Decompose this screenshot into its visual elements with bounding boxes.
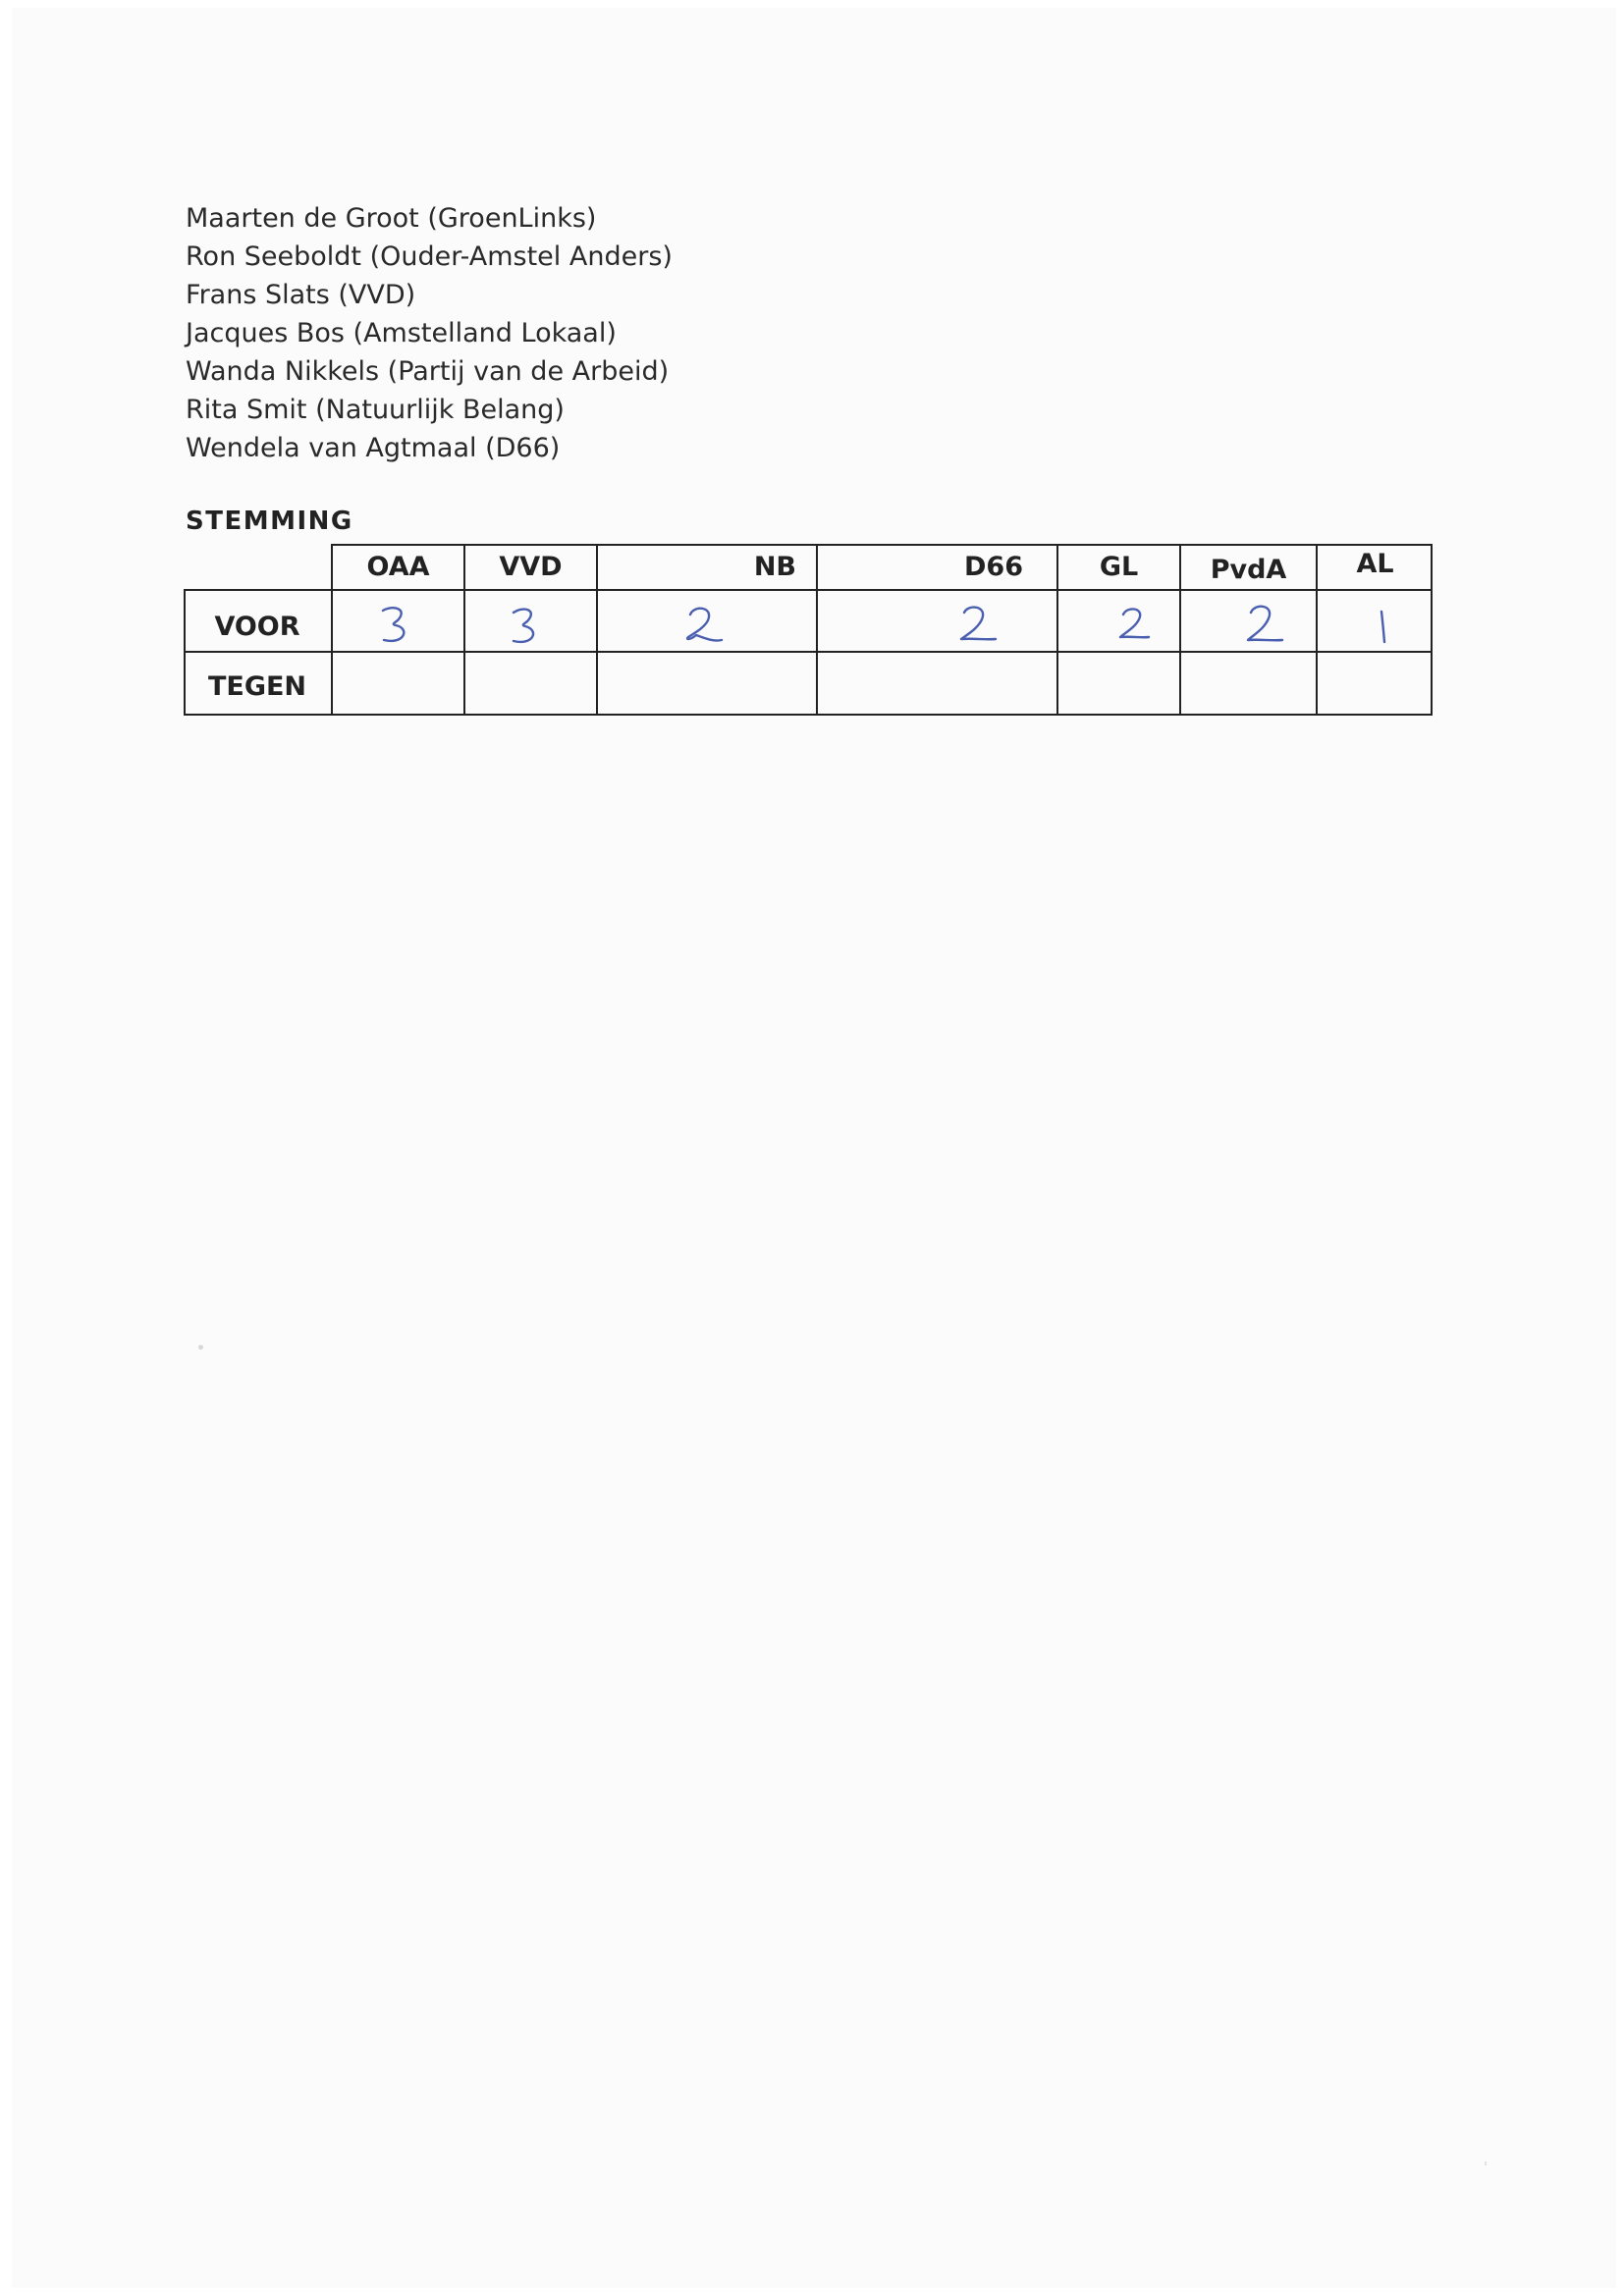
vote-table: [184, 544, 1433, 716]
column-header-nb: NB: [753, 552, 796, 582]
column-header-vvd: VVD: [499, 552, 563, 582]
row-label-tegen: TEGEN: [207, 671, 307, 702]
row-label-voor: VOOR: [214, 612, 300, 642]
vote-voor-nb: [675, 601, 733, 652]
vote-voor-vvd: [494, 601, 553, 652]
member-item: Jacques Bos (Amstelland Lokaal): [186, 318, 617, 348]
member-item: Maarten de Groot (GroenLinks): [186, 203, 597, 234]
stemming-title: STEMMING: [186, 507, 353, 536]
member-item: Frans Slats (VVD): [186, 280, 416, 310]
scan-speck: [1485, 2162, 1487, 2165]
column-header-al: AL: [1356, 549, 1394, 579]
scan-speck: [198, 1345, 203, 1350]
column-header-pvda: PvdA: [1210, 555, 1287, 585]
vote-voor-al: [1353, 601, 1412, 652]
member-item: Ron Seeboldt (Ouder-Amstel Anders): [186, 241, 673, 272]
column-header-d66: D66: [964, 552, 1023, 582]
member-item: Rita Smit (Natuurlijk Belang): [186, 395, 565, 425]
vote-voor-oaa: [365, 601, 424, 652]
column-header-oaa: OAA: [366, 552, 430, 582]
member-item: Wanda Nikkels (Partij van de Arbeid): [186, 356, 670, 387]
vote-voor-pvda: [1231, 601, 1290, 652]
member-list: [186, 199, 673, 467]
vote-voor-gl: [1104, 601, 1163, 652]
column-header-gl: GL: [1099, 552, 1139, 582]
vote-voor-d66: [947, 601, 1005, 652]
member-item: Wendela van Agtmaal (D66): [186, 433, 561, 463]
